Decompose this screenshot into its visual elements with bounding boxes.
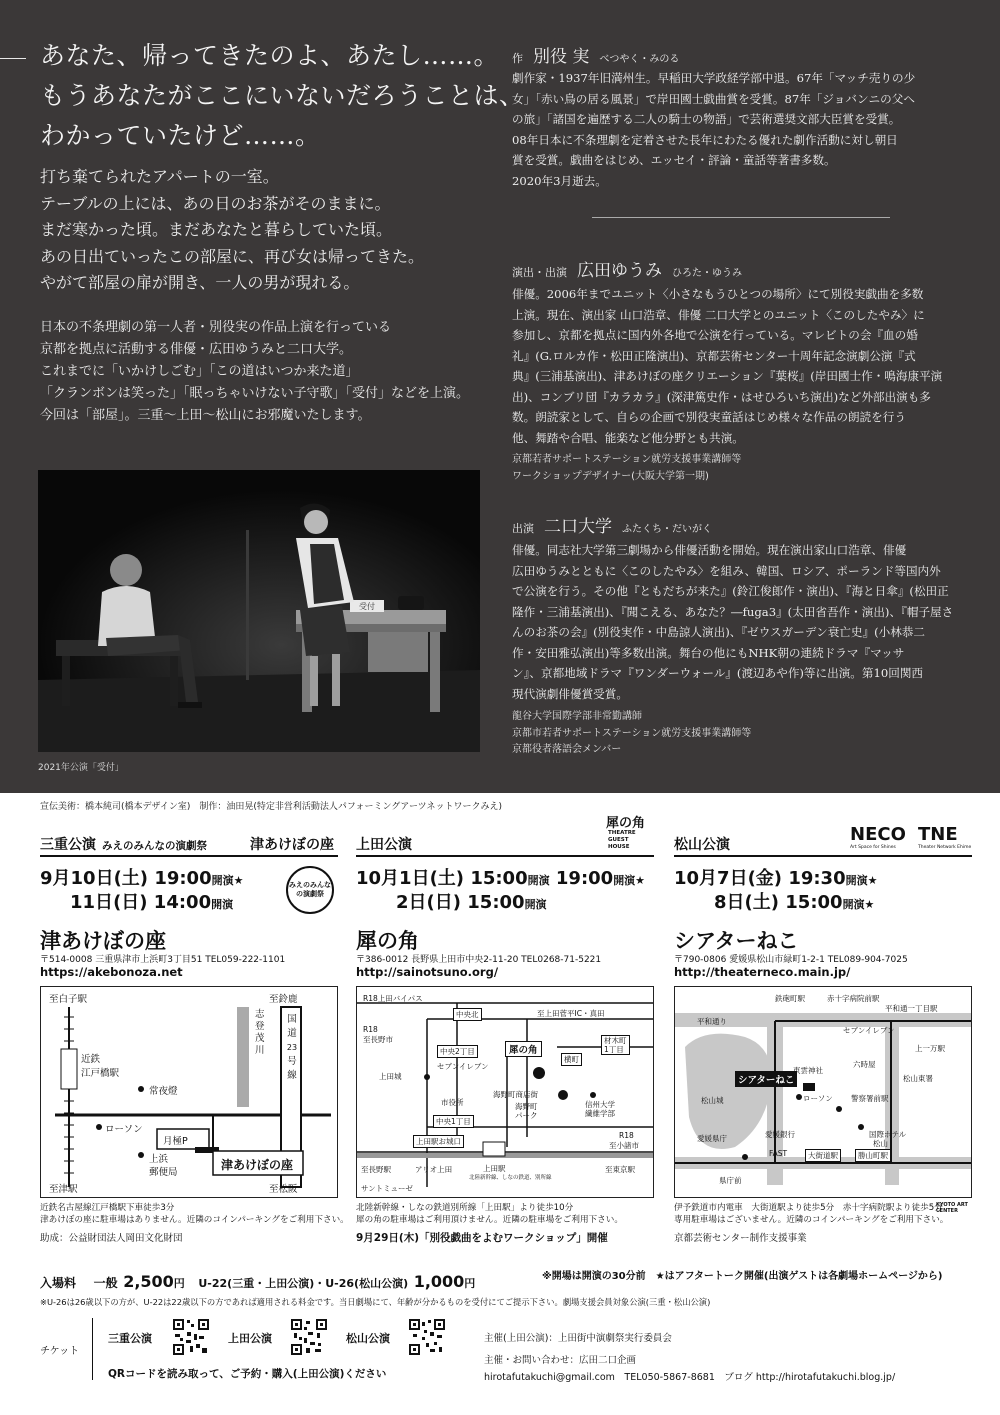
map-label: 海野町 [515, 1102, 538, 1111]
intro-line: 京都を拠点に活動する俳優・広田ゆうみと二口大学。 [40, 342, 353, 357]
matsuyama-date-1 [674, 864, 877, 890]
hirota-bio-line: 典』(三浦基演出)、津あけぼの座クリエーション『葉桜』(岸田國士作・鳴海康平演 [512, 369, 943, 383]
map-label: 愛媛銀行 [765, 1130, 795, 1139]
map-label-char: 線 [287, 1070, 297, 1081]
mie-url[interactable]: https://akebonoza.net [40, 965, 183, 979]
map-label: 上田駅 [483, 1164, 506, 1173]
author-bio-line: の旅」「諸国を遍歴する二人の騎士の物語」で芸術選奨文部大臣賞を受賞。 [512, 112, 901, 126]
hirota-bio-line: 参加し、京都を拠点に国内外各地で公演を行っている。マレビトの会『血の婚 [512, 328, 918, 342]
map-label-char: 国 [287, 1014, 297, 1025]
map-label: 平和通り [697, 1017, 727, 1026]
author-bio [512, 68, 962, 191]
price-note: ※U-26は26歳以下の方が、U-22は22歳以下の方であれば適用される料金です。当日劇場にて、年齢が分かるものを受付にてご提示下さい。劇場支援会員対象公演(三重・松山公演) [40, 1297, 711, 1307]
map-label-char: 登 [255, 1021, 265, 1032]
map-label: 北陸新幹線、しなの鉄道、別所線 [469, 1175, 552, 1181]
matsuyama-support: 京都芸術センター制作支援事業 [674, 1233, 807, 1244]
hirota-bio-line: 他、舞踏や合唱、能楽など他分野とも共演。 [512, 430, 744, 445]
date-suffix: 開演★ [842, 898, 875, 911]
price-general: 2,500 [123, 1272, 174, 1291]
lead-line-1: あなた、帰ってきたのよ、あたし……。 [40, 41, 500, 70]
map-label: 中央1丁目 [433, 1115, 474, 1128]
matsuyama-venue: シアターねこ [674, 928, 799, 953]
map-label: 上浜 [149, 1154, 169, 1165]
ticket-divider [92, 1318, 93, 1380]
futakuchi-note: 京都市若者サポートステーション就労支援事業講師等 [512, 727, 752, 739]
map-label: R18上田バイパス [363, 994, 423, 1003]
futakuchi-bio [512, 540, 962, 704]
date-time: 15:00 [785, 892, 843, 913]
mie-support: 助成：公益財団法人岡田文化財団 [40, 1233, 183, 1244]
ueda-date-1 [356, 864, 645, 890]
story-line: まだ寒かった頃。まだあなたと暮らしていた頃。 [40, 220, 393, 239]
map-label: 県庁前 [719, 1176, 742, 1185]
map-label: サントミューゼ [361, 1184, 413, 1193]
price-u-label: U-22(三重・上田公演)・U-26(松山公演) [198, 1277, 409, 1290]
date-suffix: 開演 [527, 874, 550, 887]
ueda-workshop: 9月29日(木)「別役戯曲をよむワークショップ」開催 [356, 1232, 608, 1244]
map-label: 上一万駅 [915, 1044, 945, 1053]
mie-map [40, 986, 338, 1198]
date-time: 15:00 [467, 892, 525, 913]
matsuyama-map [674, 986, 972, 1198]
organizer-contact[interactable]: hirotafutakuchi@gmail.com TEL050-5867-8681 ブログ http://hirotafutakuchi.blog.jp/ [484, 1372, 896, 1383]
ueda-rule [356, 855, 654, 857]
futakuchi-heading [512, 512, 712, 537]
map-label: 月極P [163, 1136, 188, 1147]
date-time: 19:00 [555, 868, 614, 889]
map-label-char: 道 [287, 1028, 297, 1039]
hirota-notes [512, 452, 962, 485]
kyoto-art-center-logo: KYOTO ART CENTER [936, 1202, 968, 1214]
ticket-label: チケット [40, 1346, 80, 1357]
date-day: 9月10日 [40, 868, 114, 889]
map-label: 繊維学部 [585, 1109, 615, 1118]
hirota-kana: ひろた・ゆうみ [672, 268, 742, 279]
matsuyama-title: 松山公演 [674, 837, 730, 853]
date-day: 10月7日 [674, 868, 748, 889]
date-day: 8日 [714, 892, 745, 913]
map-label [286, 1013, 298, 1083]
mie-subtitle: みえのみんなの演劇祭 [102, 840, 207, 852]
map-label: 至小諸市 [609, 1141, 639, 1150]
opening-note: ※開場は開演の30分前 ★はアフタートーク開催(出演ゲストは各劇場ホームページから) [542, 1271, 943, 1282]
map-label: 至白子駅 [49, 994, 88, 1005]
matsuyama-url[interactable]: http://theaterneco.main.jp/ [674, 965, 851, 979]
matsuyama-rule [674, 855, 972, 857]
intro-line: 今回は「部屋」。三重〜上田〜松山にお邪魔いたします。 [40, 408, 371, 423]
story-text [40, 164, 510, 297]
lead-line-2: もうあなたがここにいないだろうことは、 [40, 81, 525, 110]
akebonoza-logo: 津あけぼの座 [250, 837, 334, 853]
access-note: 近鉄名古屋線江戸橋駅下車徒歩3分 [40, 1203, 175, 1213]
map-label: ローソン [803, 1094, 833, 1103]
mie-title-text: 三重公演 [40, 837, 96, 853]
date-weekday: (土) [429, 868, 465, 889]
date-time: 19:30 [788, 868, 846, 889]
story-line: あの日出ていったこの部屋に、再び女は帰ってきた。 [40, 246, 425, 266]
map-label: 市役所 [441, 1098, 464, 1107]
author-heading [512, 42, 679, 67]
map-label: 勝山町駅 [855, 1149, 891, 1162]
price-u: 1,000 [413, 1272, 465, 1291]
map-label: R18 [363, 1025, 378, 1034]
author-name: 別役 実 [533, 47, 590, 67]
lead-copy [40, 36, 525, 156]
date-time: 19:00 [154, 868, 212, 889]
map-label: 至津駅 [49, 1184, 78, 1195]
hirota-bio-line: 上演。現在、演出家 山口浩章、俳優 二口大学とのユニット〈このしたやみ〉に [512, 307, 925, 322]
stage-photo [38, 470, 480, 752]
price-yen: 円 [464, 1277, 476, 1290]
date-suffix: 開演★ [211, 874, 244, 887]
map-label: 愛媛県庁 [697, 1134, 727, 1143]
story-line: テーブルの上には、あの日のお茶がそのままに。 [40, 193, 391, 213]
map-label: 松山東署 [903, 1074, 933, 1083]
map-label: セブンイレブン [843, 1026, 895, 1035]
map-label-char: 23 [286, 1043, 298, 1052]
futakuchi-bio-line: 俳優。同志社大学第三劇場から俳優活動を開始。現在演出家山口浩章、俳優 [512, 543, 907, 557]
date-suffix: 開演★ [613, 874, 646, 887]
map-label-line: 1丁目 [604, 1045, 624, 1054]
ueda-map [356, 986, 654, 1198]
map-label: 中央2丁目 [437, 1045, 478, 1058]
map-label: 赤十字病院前駅 [827, 994, 880, 1003]
author-kana: べつやく・みのる [599, 54, 680, 65]
story-line: 打ち棄てられたアパートの一室。 [40, 167, 279, 186]
qr-code-ueda[interactable] [290, 1318, 328, 1356]
futakuchi-bio-line: 隆作・三浦基演出)、『聞こえる、あなた？―fuga3』(太田省吾作・演出)、『帽子屋さ [512, 604, 954, 619]
parking-note: 犀の角の駐車場はご利用頂けません。近隣の駐車場をご利用下さい。 [356, 1215, 623, 1225]
price-yen: 円 [173, 1277, 185, 1290]
map-label: FAST [769, 1149, 788, 1158]
futakuchi-kana: ふたくち・だいがく [622, 524, 712, 535]
author-bio-line: 08年日本に不条理劇を定着させた長年にわたる優れた劇作活動に対し朝日 [512, 132, 898, 147]
map-label: 至長野駅 [361, 1165, 391, 1174]
tne-logo-sub: Theater Network Ehime [918, 845, 972, 850]
date-weekday: (日) [426, 892, 461, 913]
map-label [601, 1035, 630, 1055]
map-label: 海野町商店街 [493, 1090, 538, 1099]
map-label: 信州大学 [585, 1100, 615, 1109]
map-label [255, 1009, 265, 1057]
date-weekday: (土) [113, 868, 149, 889]
map-label: 至長野市 [363, 1035, 393, 1044]
hirota-bio-line: 出)、コンブリ団『カラカラ』(深津篤史作・はせひろいち演出)など外部出演も多 [512, 389, 931, 404]
map-label: 横町 [561, 1053, 582, 1066]
date-suffix: 開演 [524, 898, 547, 911]
hirota-note: 京都若者サポートステーション就労支援事業講師等 [512, 454, 742, 465]
mie-address: 〒514-0008 三重県津市上浜町3丁目51 TEL059-222-1101 [40, 955, 286, 965]
festival-badge: みえのみんなの演劇祭 [286, 866, 334, 914]
map-label: 至東京駅 [605, 1165, 635, 1174]
map-label: 松山 [873, 1139, 888, 1148]
price-line [40, 1272, 475, 1291]
author-bio-line: 劇作家・1937年旧満州生。早稲田大学政経学部中退。67年「マッチ売りの少 [512, 71, 916, 85]
map-label: 至松阪 [269, 1184, 298, 1195]
ueda-notes [356, 1202, 623, 1226]
map-label: 六時屋 [853, 1060, 876, 1069]
futakuchi-note: 龍谷大学国際学部非常勤講師 [512, 711, 642, 722]
hirota-note: ワークショップデザイナー(大阪大学第一期) [512, 470, 709, 482]
map-label: 大街道駅 [805, 1149, 841, 1162]
access-note: 伊予鉄道市内電車 大街道駅より徒歩5分 赤十字病院駅より徒歩5分 [674, 1203, 943, 1213]
map-label: シアターねこ [735, 1071, 797, 1087]
sainotsuno-logo: 犀の角 [606, 816, 646, 831]
futakuchi-bio-line: 現代演劇俳優賞受賞。 [512, 686, 628, 701]
ticket-mie-label: 三重公演 [108, 1332, 152, 1345]
futakuchi-notes [512, 709, 962, 759]
futakuchi-bio-line: 作・安田雅弘演出)等多数出演。舞台の他にもNHK朝の連続ドラマ『マッサ [512, 645, 905, 660]
author-bio-line: 2020年3月逝去。 [512, 173, 607, 188]
date-time: 15:00 [470, 868, 528, 889]
ueda-date-2 [396, 888, 547, 914]
hirota-bio-line: 礼』(G.ロルカ作・松田正隆演出)、京都芸術センター十周年記念演劇公演『式 [512, 348, 916, 363]
map-label: 鉄砲町駅 [775, 994, 805, 1003]
map-label: R18 [619, 1131, 634, 1140]
price-general-label: 一般 [93, 1276, 118, 1290]
author-role: 作 [512, 52, 523, 65]
map-label-char: 号 [287, 1056, 297, 1067]
date-weekday: (金) [747, 868, 783, 889]
futakuchi-bio-line: ン』、京都地域ドラマ『ワンダーウォール』(渡辺あや作)等に出演。第10回関西 [512, 666, 924, 680]
date-weekday: (日) [113, 892, 148, 913]
lead-dash [0, 58, 26, 59]
map-label: アリオ上田 [415, 1165, 453, 1174]
access-note: 北陸新幹線・しなの鉄道別所線「上田駅」より徒歩10分 [356, 1203, 574, 1213]
qr-code-matsuyama[interactable] [408, 1318, 446, 1356]
parking-note: 専用駐車場はございません。近隣のコインパーキングをご利用下さい。 [674, 1215, 949, 1225]
mie-notes [40, 1202, 349, 1226]
parking-note: 津あけぼの座に駐車場はありません。近隣のコインパーキングをご利用下さい。 [40, 1215, 349, 1225]
date-day: 2日 [396, 892, 427, 913]
futakuchi-bio-line: で公演を行う。その他『ともだちが来た』(鈴江俊郎作・演出)、『海と日傘』(松田正 [512, 584, 949, 598]
futakuchi-bio-line: 広田ゆうみとともに〈このしたやみ〉を組み、韓国、ロシア、ポーランド等国内外 [512, 563, 941, 578]
map-label: ローソン [105, 1124, 143, 1135]
map-label: 平和通一丁目駅 [885, 1004, 938, 1013]
intro-line: これまでに「いかけしごむ」「この道はいつか来た道」 [40, 364, 359, 379]
qr-code-mie[interactable] [172, 1318, 210, 1356]
futakuchi-note: 京都役者落語会メンバー [512, 744, 622, 755]
neco-logo-sub: Art Space for Shines [850, 845, 896, 850]
ueda-url[interactable]: http://sainotsuno.org/ [356, 965, 499, 979]
hirota-bio [512, 284, 962, 448]
map-label: 近鉄 [81, 1054, 101, 1065]
ticket-ueda-label: 上田公演 [228, 1332, 272, 1345]
matsuyama-address: 〒790-0806 愛媛県松山市緑町1-2-1 TEL089-904-7025 [674, 955, 908, 965]
date-weekday: (土) [744, 892, 779, 913]
hirota-heading [512, 256, 742, 281]
desk-sign: 受付 [359, 602, 375, 611]
map-label: 中央北 [453, 1008, 482, 1021]
map-label: パーク [515, 1111, 538, 1120]
ueda-venue: 犀の角 [356, 928, 419, 953]
tne-logo: TNE [918, 824, 958, 845]
author-bio-line: 女」「赤い鳥の居る風景」で岸田國士戯曲賞を受賞。87年「ジョバンニの父へ [512, 91, 915, 106]
futakuchi-bio-line: んのお茶の会』(別役実作・中島諒人演出)、『ゼウスガーデン衰亡史』(小林恭二 [512, 625, 925, 639]
map-label: 東雲神社 [793, 1066, 823, 1075]
mie-date-2 [70, 888, 233, 914]
organizer-main: 主催・お問い合わせ：広田二口企画 [484, 1355, 637, 1366]
map-label: 犀の角 [505, 1041, 542, 1057]
hirota-name: 広田ゆうみ [577, 261, 662, 281]
profile-divider [592, 217, 890, 218]
map-label: 江戸橋駅 [81, 1068, 120, 1079]
ueda-address: 〒386-0012 長野県上田市中央2-11-20 TEL0268-71-5221 [356, 955, 602, 965]
map-label-char: 志 [255, 1009, 265, 1020]
matsuyama-date-2 [714, 888, 874, 914]
date-suffix: 開演 [211, 898, 234, 911]
map-label-char: 川 [255, 1045, 265, 1056]
map-label: 警察署前駅 [851, 1094, 889, 1103]
hirota-bio-line: 数。朗読家として、自らの企画で別役実童話はじめ様々な作品の朗読を行う [512, 410, 906, 424]
map-label: 上田城 [379, 1072, 402, 1081]
neco-logo: NECO [850, 824, 906, 845]
ueda-title: 上田公演 [356, 837, 412, 853]
date-day: 10月1日 [356, 868, 430, 889]
design-credits: 宣伝美術：橋本純司(橋本デザイン室) 制作：油田晃(特定非営利活動法人パフォーミングアーツネットワークみえ) [40, 802, 502, 812]
map-label: 常夜燈 [149, 1086, 178, 1097]
futakuchi-role: 出演 [512, 522, 534, 535]
map-label: 至上田菅平IC・真田 [537, 1009, 605, 1018]
date-time: 14:00 [153, 892, 212, 913]
map-label: 郵便局 [149, 1167, 178, 1178]
hirota-bio-line: 俳優。2006年までユニット〈小さなもうひとつの場所〉にて別役実戯曲を多数 [512, 287, 924, 301]
ticket-instruction: QRコードを読み取って、ご予約・購入(上田公演)ください [108, 1368, 387, 1380]
futakuchi-name: 二口大学 [544, 517, 612, 537]
mie-date-1 [40, 864, 243, 890]
intro-line: 「クランボンは笑った」「眠っちゃいけない子守歌」「受付」などを上演。 [40, 386, 470, 401]
story-line: やがて部屋の扉が開き、一人の男が現れる。 [40, 273, 360, 292]
hirota-role: 演出・出演 [512, 266, 567, 279]
map-label: 国際ホテル [869, 1130, 907, 1139]
mie-venue: 津あけぼの座 [40, 928, 166, 953]
map-label-char: 茂 [255, 1033, 265, 1044]
map-label: 上田駅お城口 [413, 1135, 464, 1148]
date-suffix: 開演★ [845, 874, 878, 887]
matsuyama-notes [674, 1202, 948, 1226]
map-label: 至鈴鹿 [269, 994, 298, 1005]
sainotsuno-logo-sub: THEATRE GUEST HOUSE [608, 830, 636, 850]
map-label: 津あけぼの座 [221, 1158, 294, 1172]
intro-text [40, 317, 510, 427]
intro-line: 日本の不条理劇の第一人者・別役実の作品上演を行っている [40, 320, 392, 335]
map-label: セブンイレブン [437, 1062, 489, 1071]
price-label: 入場料 [40, 1276, 77, 1290]
mie-rule [40, 855, 338, 857]
author-bio-line: 賞を受賞。戯曲をはじめ、エッセイ・評論・童話等著書多数。 [512, 153, 836, 167]
lead-line-3: わかっていたけど……。 [40, 121, 321, 150]
map-label-line: 材木町 [604, 1036, 627, 1045]
photo-caption: 2021年公演「受付」 [38, 763, 124, 773]
map-label: 松山城 [701, 1096, 724, 1105]
date-day: 11日 [70, 892, 114, 913]
organizer-ueda: 主催(上田公演)：上田街中演劇祭実行委員会 [484, 1333, 672, 1344]
ticket-matsuyama-label: 松山公演 [346, 1332, 390, 1345]
mie-title [40, 834, 207, 854]
